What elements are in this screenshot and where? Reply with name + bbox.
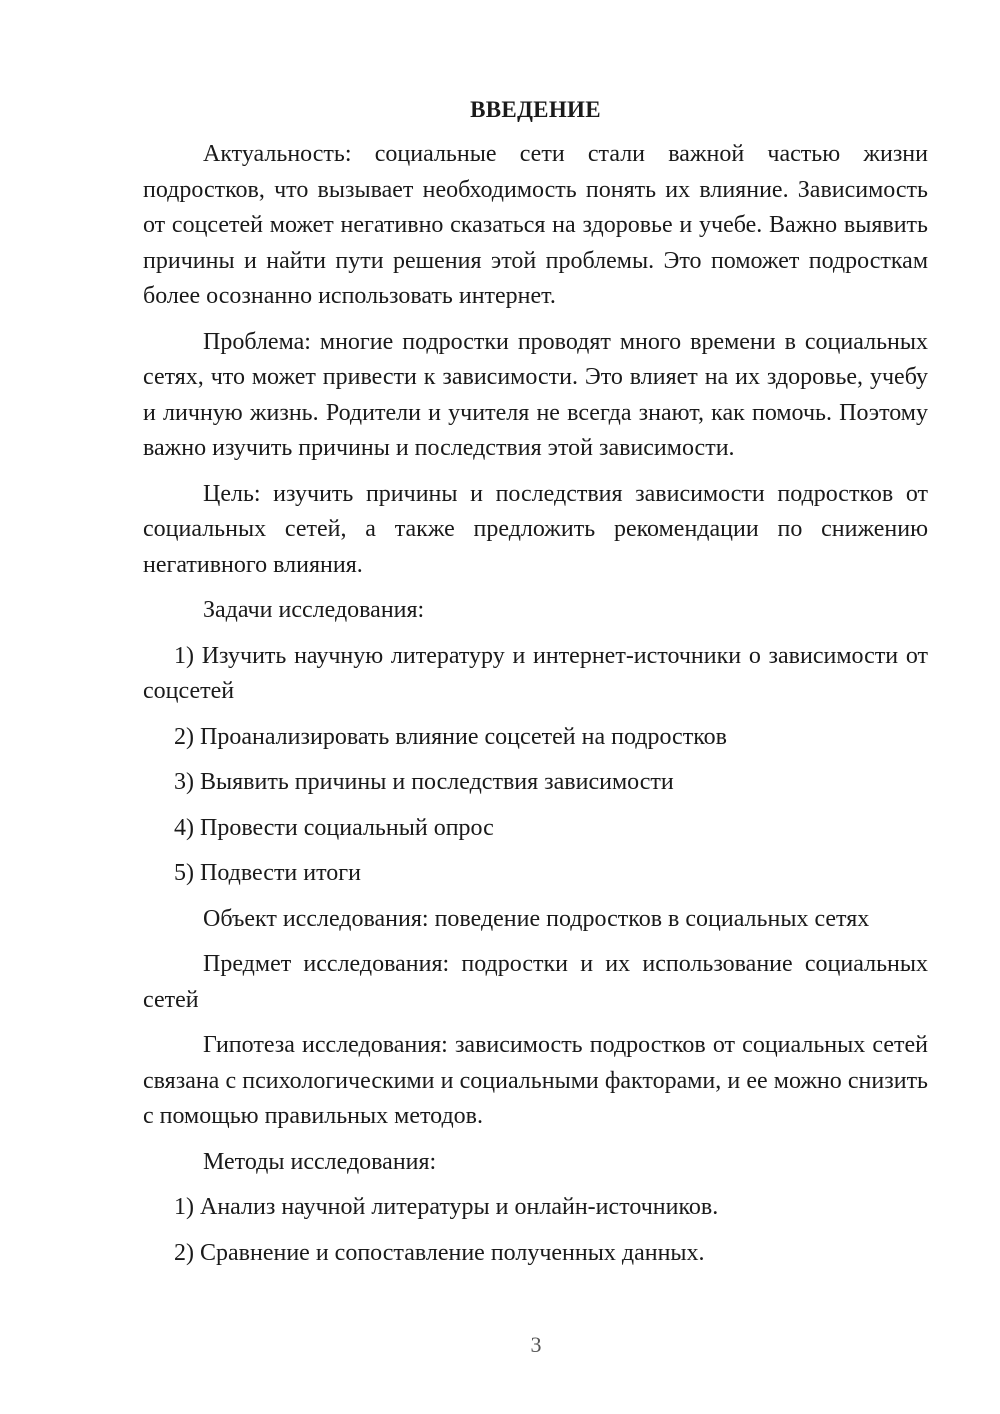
- page-content: [143, 95, 928, 1281]
- goal-paragraph: Цель: изучить причины и последствия зависимости подростков от социальных сетей, а также предложить рекомендации по снижению негативного влияния.: [143, 480, 928, 578]
- task-item-2: 2) Проанализировать влияние соцсетей на подростков: [174, 723, 727, 750]
- relevance-paragraph: Актуальность: социальные сети стали важной частью жизни подростков, что вызывает необходимость понять их влияние. Зависимость от соцсетей может негативно сказаться на здоровье и учебе. Важно выявить причины и найти пути решения этой проблемы. Это поможет подросткам более осознанно использовать интернет.: [143, 141, 928, 309]
- task-item-3: 3) Выявить причины и последствия зависимости: [174, 769, 674, 795]
- methods-heading: Методы исследования:: [203, 1148, 437, 1175]
- subject-paragraph: Предмет исследования: подростки и их использование социальных сетей: [143, 951, 928, 1013]
- task-item-4: 4) Провести социальный опрос: [174, 814, 494, 841]
- problem-paragraph: Проблема: многие подростки проводят много времени в социальных сетях, что может привести к зависимости. Это влияет на их здоровье, учебу и личную жизнь. Родители и учителя не всегда знают, как помочь. Поэтому важно изучить причины и последствия этой зависимости.: [143, 328, 928, 461]
- task-item-5: 5) Подвести итоги: [174, 860, 361, 886]
- object-paragraph: Объект исследования: поведение подростков в социальных сетях: [203, 905, 870, 932]
- hypothesis-paragraph: Гипотеза исследования: зависимость подростков от социальных сетей связана с психологическими и социальными факторами, и ее можно снизить с помощью правильных методов.: [143, 1032, 928, 1129]
- page-title: ВВЕДЕНИЕ: [470, 97, 601, 122]
- task-item-1: 1) Изучить научную литературу и интернет-источники о зависимости от соцсетей: [143, 642, 928, 704]
- method-item-2: 2) Сравнение и сопоставление полученных данных.: [174, 1239, 705, 1266]
- tasks-heading: Задачи исследования:: [203, 597, 425, 623]
- page-number: 3: [530, 1332, 542, 1357]
- method-item-1: 1) Анализ научной литературы и онлайн-источников.: [174, 1194, 719, 1220]
